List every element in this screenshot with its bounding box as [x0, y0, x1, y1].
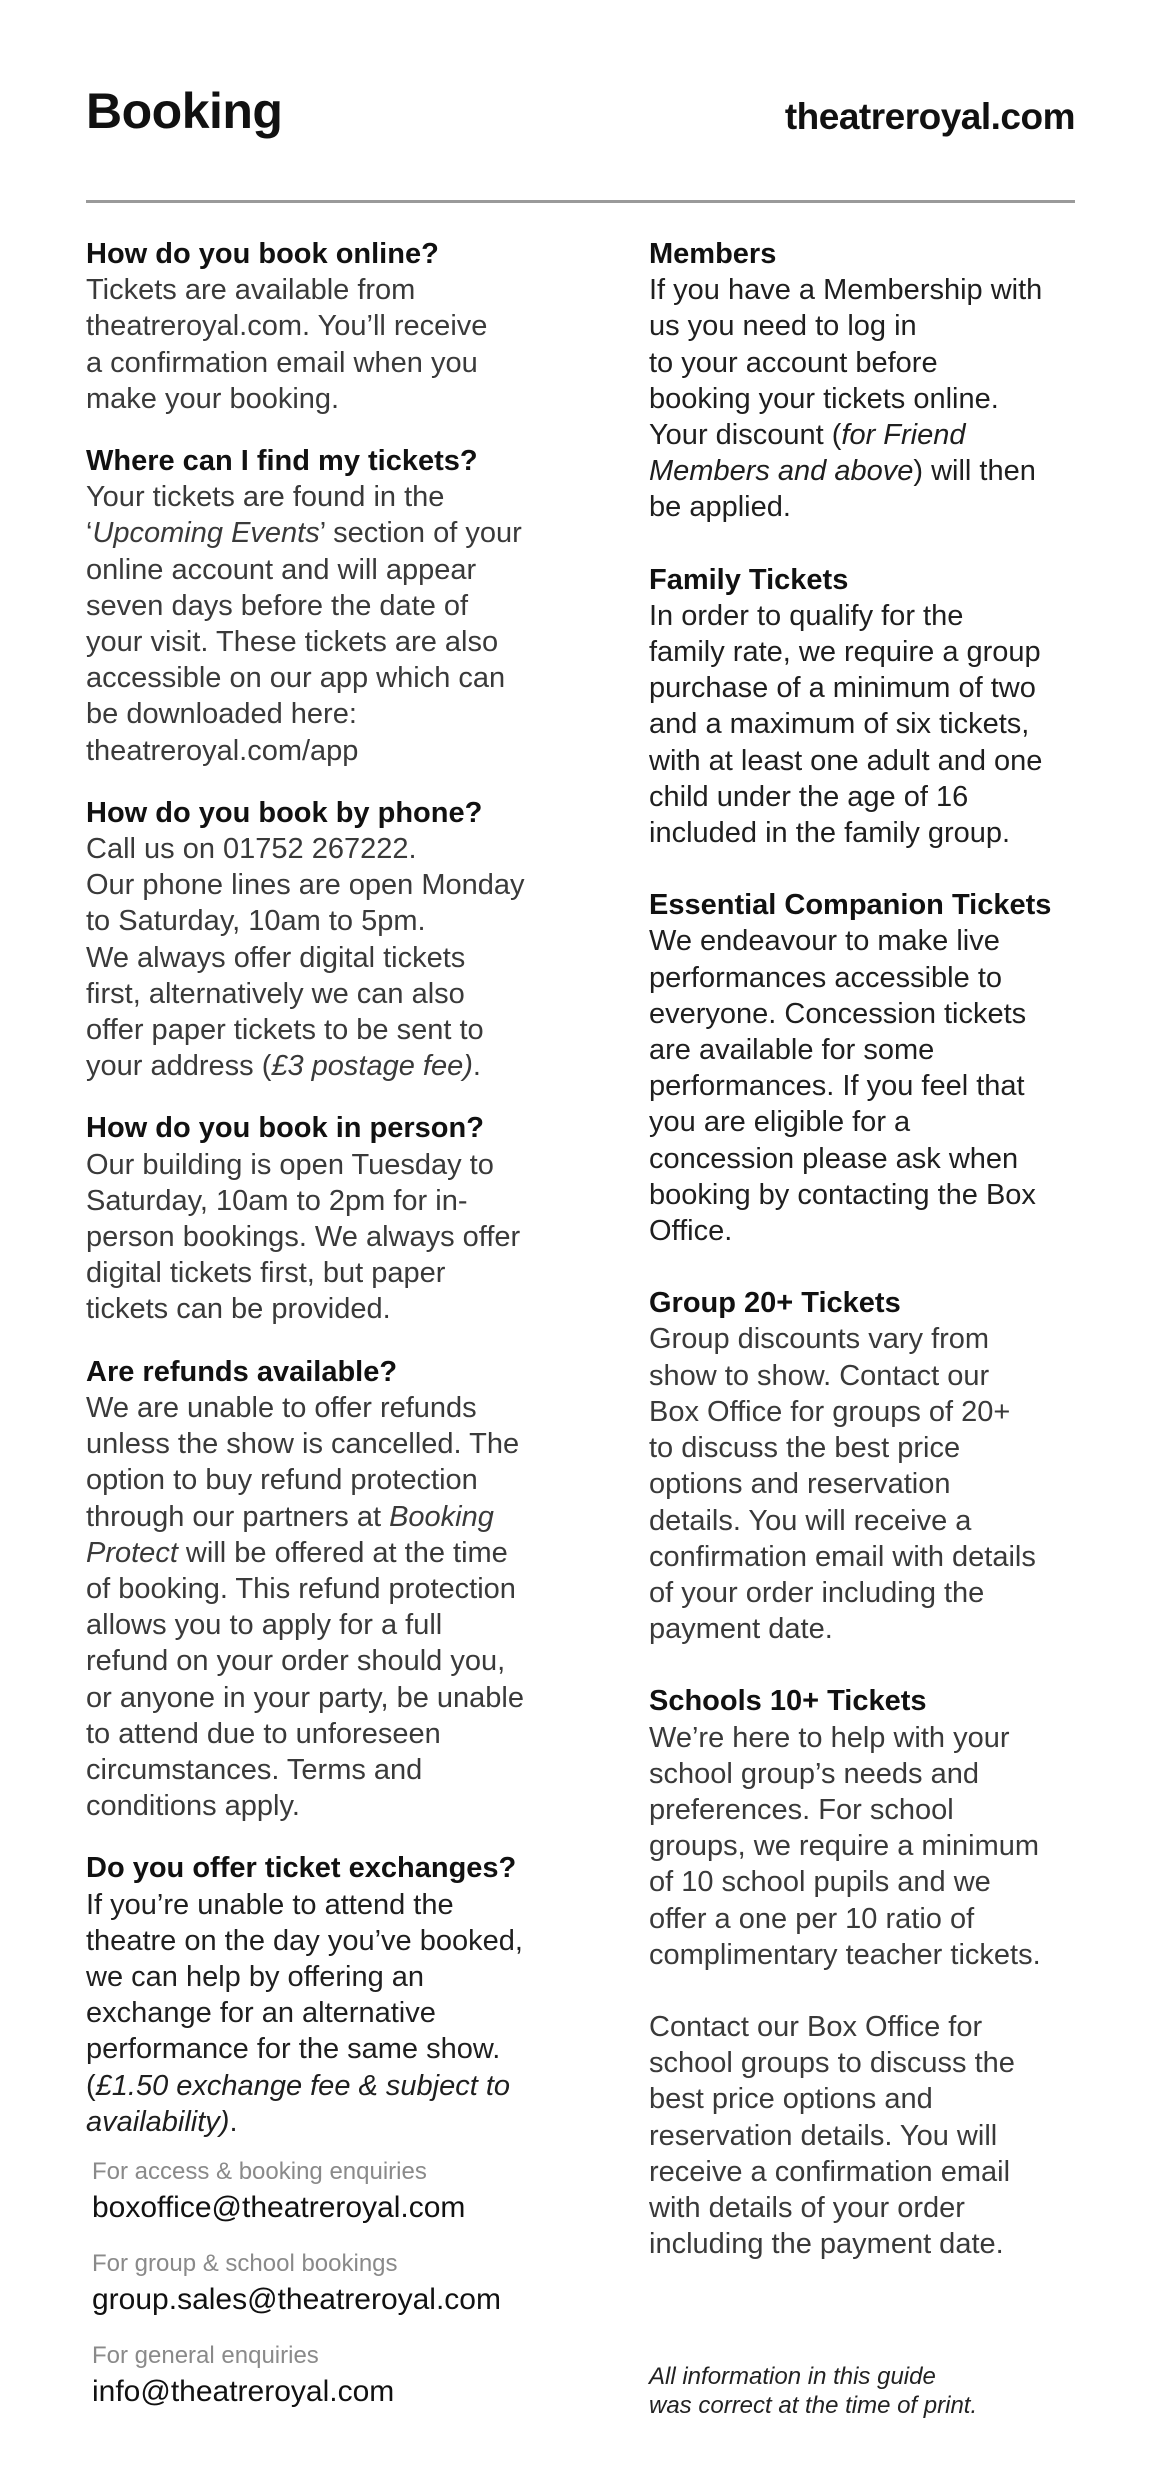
faq-exchanges [86, 1850, 586, 2140]
faq-answer: Our building is open Tuesday to Saturday, 10am to 2pm for in- person bookings. We always offer digital tickets first, but paper tickets can be provided. [86, 1148, 521, 1326]
info-schools-tickets [649, 1683, 1109, 2262]
answer-text: . [472, 1050, 481, 1083]
body-emphasis: for Friend Members and above [649, 419, 966, 488]
info-family-tickets [649, 562, 1109, 852]
contact-email-link[interactable]: group.sales@theatreroyal.com [92, 2282, 501, 2316]
contact-group-sales [86, 2248, 586, 2320]
faq-answer: Tickets are available from theatreroyal.com. You’ll receive a confirmation email when you make your booking. [86, 274, 488, 415]
header-divider [86, 200, 1075, 203]
contact-email-link[interactable]: boxoffice@theatreroyal.com [92, 2190, 466, 2224]
faq-heading: How do you book in person? [86, 1112, 484, 1145]
info-heading: Schools 10+ Tickets [649, 1685, 927, 1718]
info-body: Group discounts vary from show to show. Contact our Box Office for groups of 20+ to discuss the best price options and reservation details. You will receive a confirmation email with details of your order including the payment date. [649, 1323, 1036, 1646]
faq-heading: How do you book online? [86, 238, 439, 270]
info-group-tickets [649, 1285, 1109, 1647]
brand-url: theatreroyal.com [784, 96, 1075, 137]
contact-label: For general enquiries [92, 2341, 319, 2369]
faq-book-in-person [86, 1110, 586, 1327]
info-body: In order to qualify for the family rate, we require a group purchase of a minimum of two and a maximum of six tickets, with at least one adult and one child under the age of 16 included in the family group. [649, 599, 1043, 850]
answer-text: Call us on 01752 267222. Our phone lines are open Monday to Saturday, 10am to 5pm. We always offer digital tickets first, alternatively we can also offer paper tickets to be sent to your address ( [86, 833, 525, 1083]
info-members [649, 236, 1109, 526]
info-body: We’re here to help with your school group’s needs and preferences. For school groups, we require a minimum of 10 school pupils and we offer a one per 10 ratio of complimentary teacher tickets. [649, 1721, 1041, 1971]
faq-book-phone [86, 795, 586, 1085]
info-body [649, 272, 1109, 525]
body-text: ) will then be applied. [649, 455, 1036, 524]
faq-heading: How do you book by phone? [86, 796, 483, 829]
page-title: Booking [86, 83, 283, 139]
answer-text: will be offered at the time of booking. This refund protection allows you to apply for a full refund on your order should you, or anyone in your party, be unable to attend due to unforeseen circumstances. Terms and conditions apply. [86, 1536, 524, 1823]
contact-boxoffice [86, 2156, 586, 2228]
faq-heading: Where can I find my tickets? [86, 445, 478, 478]
print-disclaimer: All information in this guide was correct at the time of print. [649, 2363, 978, 2419]
faq-answer [86, 831, 586, 1084]
contact-email-link[interactable]: info@theatreroyal.com [92, 2374, 395, 2408]
faq-answer [86, 1390, 586, 1824]
faq-find-tickets [86, 443, 586, 769]
answer-emphasis: £3 postage fee) [271, 1050, 473, 1083]
faq-refunds [86, 1354, 586, 1825]
body-text: If you have a Membership with us you need to log in to your account before booking your tickets online. Your discount ( [649, 274, 1043, 452]
faq-book-online [86, 236, 586, 417]
answer-text: If you’re unable to attend the theatre on the day you’ve booked, we can help by offering an exchange for an alternative performance for the same show. ( [86, 1888, 523, 2102]
info-heading: Group 20+ Tickets [649, 1287, 901, 1320]
contact-general [86, 2340, 586, 2412]
answer-emphasis: £1.50 exchange fee & subject to availability) [86, 2069, 511, 2138]
faq-heading: Are refunds available? [86, 1355, 398, 1388]
info-heading: Essential Companion Tickets [649, 889, 1052, 922]
info-body-secondary: Contact our Box Office for school groups to discuss the best price options and reservation details. You will receive a confirmation email with details of your order including the payment date. [649, 2010, 1015, 2261]
info-heading: Family Tickets [649, 563, 849, 596]
answer-text: Your tickets are found in the ‘ [86, 481, 445, 550]
faq-heading: Do you offer ticket exchanges? [86, 1852, 517, 1885]
left-column [86, 236, 586, 2432]
info-companion-tickets [649, 887, 1109, 1249]
info-heading: Members [649, 238, 777, 270]
faq-answer [86, 479, 586, 769]
answer-text: ’ section of your online account and will appear seven days before the date of your visit. These tickets are also accessible on our app which can be downloaded here: theatreroyal.com/app [86, 517, 522, 767]
faq-answer [86, 1887, 586, 2140]
contact-label: For access & booking enquiries [92, 2157, 427, 2185]
answer-text: We are unable to offer refunds unless the show is cancelled. The option to buy refund protection through our partners at [86, 1391, 520, 1533]
right-column [649, 236, 1109, 2298]
info-body: We endeavour to make live performances accessible to everyone. Concession tickets are available for some performances. If you feel that you are eligible for a concession please ask when booking by contacting the Box Office. [649, 925, 1036, 1248]
answer-emphasis: Upcoming Events [92, 517, 320, 550]
answer-emphasis: Booking Protect [86, 1500, 494, 1569]
contact-label: For group & school bookings [92, 2249, 398, 2277]
contact-list [86, 2156, 586, 2412]
answer-text: . [229, 2105, 238, 2138]
